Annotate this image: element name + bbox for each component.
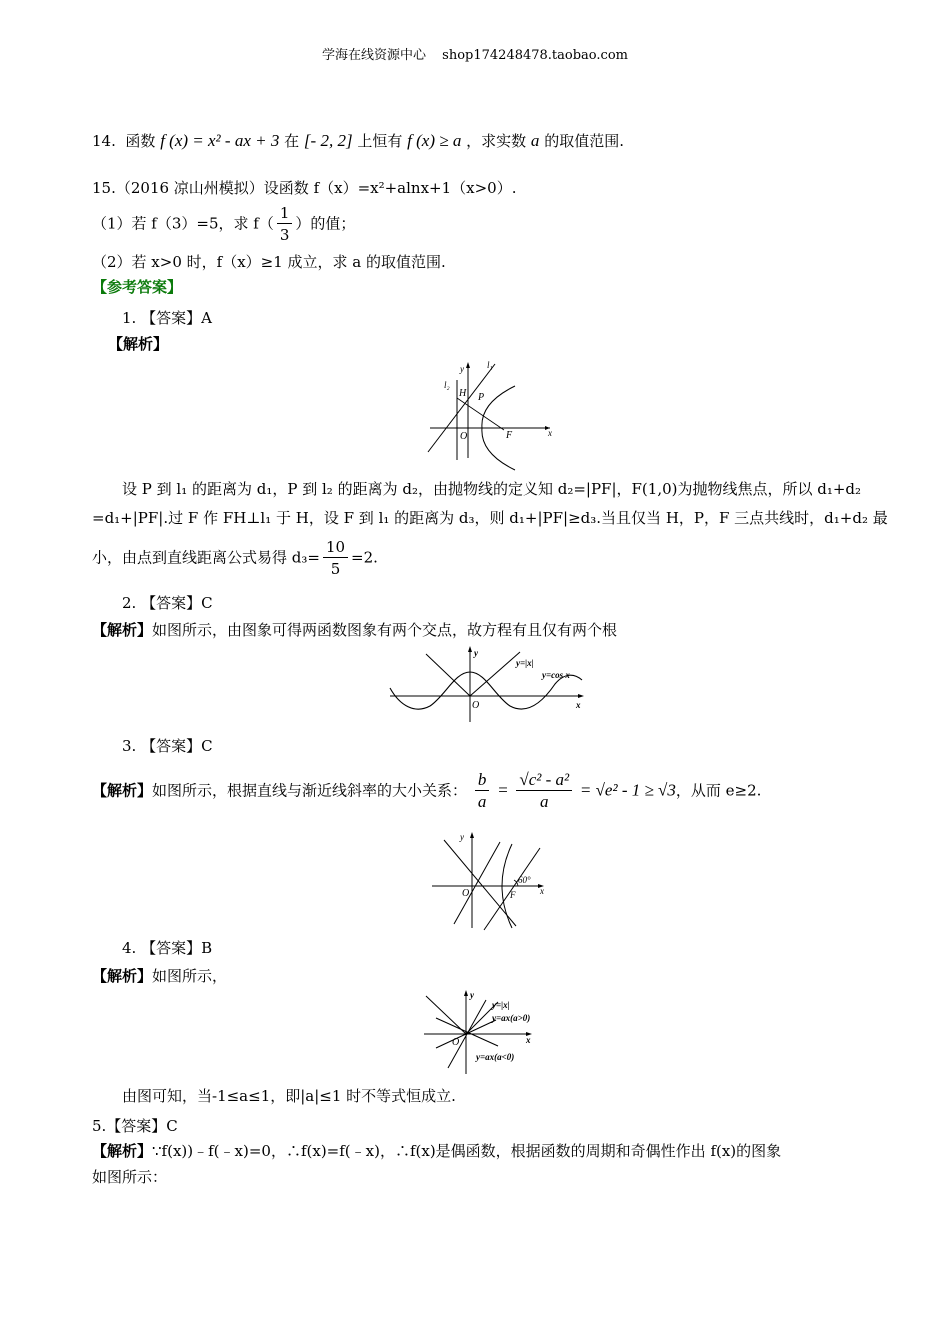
answer-4-conclusion: 由图可知，当-1≤a≤1，即|a|≤1 时不等式恒成立. bbox=[122, 1087, 456, 1105]
fraction-one-third: $\frac{1}{3}$ bbox=[277, 203, 293, 246]
question-14: 14. 函数 f (x) = x² - ax + 3 在 [- 2, 2] 上恒有 f (x) ≥ a ，求实数 a 的取值范围. bbox=[92, 131, 624, 150]
answer-5-line-2: 如图所示： bbox=[92, 1168, 168, 1186]
answer-3-analysis: 【解析】如图所示，根据直线与渐近线斜率的大小关系： $\frac{b}{a}$ = $\frac{\text{√c² - a²}}{a}$ = √e² - 1 ≥ √3，从而 e≥2. bbox=[92, 770, 762, 811]
answer-4-analysis: 【解析】如图所示， bbox=[92, 967, 228, 985]
svg-text:O: O bbox=[472, 700, 480, 711]
figure-2-abs-cos bbox=[390, 644, 590, 724]
svg-text:O: O bbox=[460, 431, 468, 442]
reference-answer-title: 【参考答案】 bbox=[92, 278, 183, 296]
svg-text:y=ax(a<0): y=ax(a<0) bbox=[476, 1052, 515, 1062]
header-site: 学海在线资源中心 bbox=[322, 48, 427, 63]
svg-text:y: y bbox=[460, 364, 464, 374]
svg-text:O: O bbox=[452, 1037, 460, 1048]
svg-text:x: x bbox=[548, 428, 552, 438]
answer-1-line-3: 小，由点到直线距离公式易得 d₃= $\frac{10}{5}$ =2. bbox=[92, 538, 378, 578]
svg-text:y=|x|: y=|x| bbox=[492, 1000, 510, 1010]
svg-text:l₂: l₂ bbox=[444, 380, 450, 390]
svg-text:l₁: l₁ bbox=[487, 360, 493, 370]
svg-text:x: x bbox=[540, 886, 544, 896]
svg-text:F: F bbox=[506, 430, 513, 441]
svg-text:y: y bbox=[474, 648, 478, 658]
svg-text:y=cos x: y=cos x bbox=[542, 670, 570, 680]
answer-2-analysis: 【解析】如图所示，由图象可得两函数图象有两个交点，故方程有且仅有两个根 bbox=[92, 621, 618, 639]
svg-text:y=|x|: y=|x| bbox=[516, 658, 534, 668]
page-header bbox=[0, 44, 950, 63]
answer-1: 1. 【答案】A bbox=[122, 309, 212, 327]
svg-text:x: x bbox=[576, 700, 581, 710]
svg-text:H: H bbox=[459, 388, 467, 399]
svg-text:P: P bbox=[478, 392, 485, 403]
answer-5: 5.【答案】C bbox=[92, 1117, 178, 1135]
figure-4-abs-linear bbox=[422, 988, 567, 1078]
svg-text:y=ax(a>0): y=ax(a>0) bbox=[492, 1013, 531, 1023]
answer-5-analysis: 【解析】∵f(x))﹣f(﹣x)=0，∴f(x)=f(﹣x)，∴f(x)是偶函数，根据函数的周期和奇偶性作出 f(x)的图象 bbox=[92, 1142, 782, 1160]
figure-1-parabola bbox=[420, 358, 560, 463]
svg-text:x: x bbox=[526, 1035, 531, 1045]
answer-2: 2. 【答案】C bbox=[122, 594, 213, 612]
question-15-part1: （1）若 f（3）=5，求 f（ $\frac{1}{3}$ ）的值； bbox=[92, 204, 356, 244]
answer-3: 3. 【答案】C bbox=[122, 737, 213, 755]
answer-1-analysis-label: 【解析】 bbox=[108, 335, 169, 353]
question-15-part2: （2）若 x>0 时，f（x）≥1 成立，求 a 的取值范围. bbox=[92, 253, 446, 271]
answer-1-line-2: =d₁+|PF|.过 F 作 FH⊥l₁ 于 H，设 F 到 l₁ 的距离为 d₃，则 d₁+|PF|≥d₃.当且仅当 H，P，F 三点共线时，d₁+d₂ 最 bbox=[92, 509, 888, 527]
header-shop: shop174248478.taobao.com bbox=[442, 48, 628, 63]
figure-3-hyperbola bbox=[430, 830, 555, 930]
svg-text:O: O bbox=[462, 888, 470, 899]
answer-4: 4. 【答案】B bbox=[122, 939, 213, 957]
svg-text:F: F bbox=[510, 890, 516, 900]
svg-text:60°: 60° bbox=[518, 875, 531, 885]
svg-text:y: y bbox=[460, 832, 464, 842]
svg-text:y: y bbox=[470, 990, 474, 1000]
answer-1-line-1: 设 P 到 l₁ 的距离为 d₁，P 到 l₂ 的距离为 d₂，由抛物线的定义知 d₂=|PF|，F(1,0)为抛物线焦点，所以 d₁+d₂ bbox=[122, 480, 862, 498]
question-15-stem: 15.（2016 凉山州模拟）设函数 f（x）=x²+alnx+1（x>0）. bbox=[92, 179, 517, 197]
